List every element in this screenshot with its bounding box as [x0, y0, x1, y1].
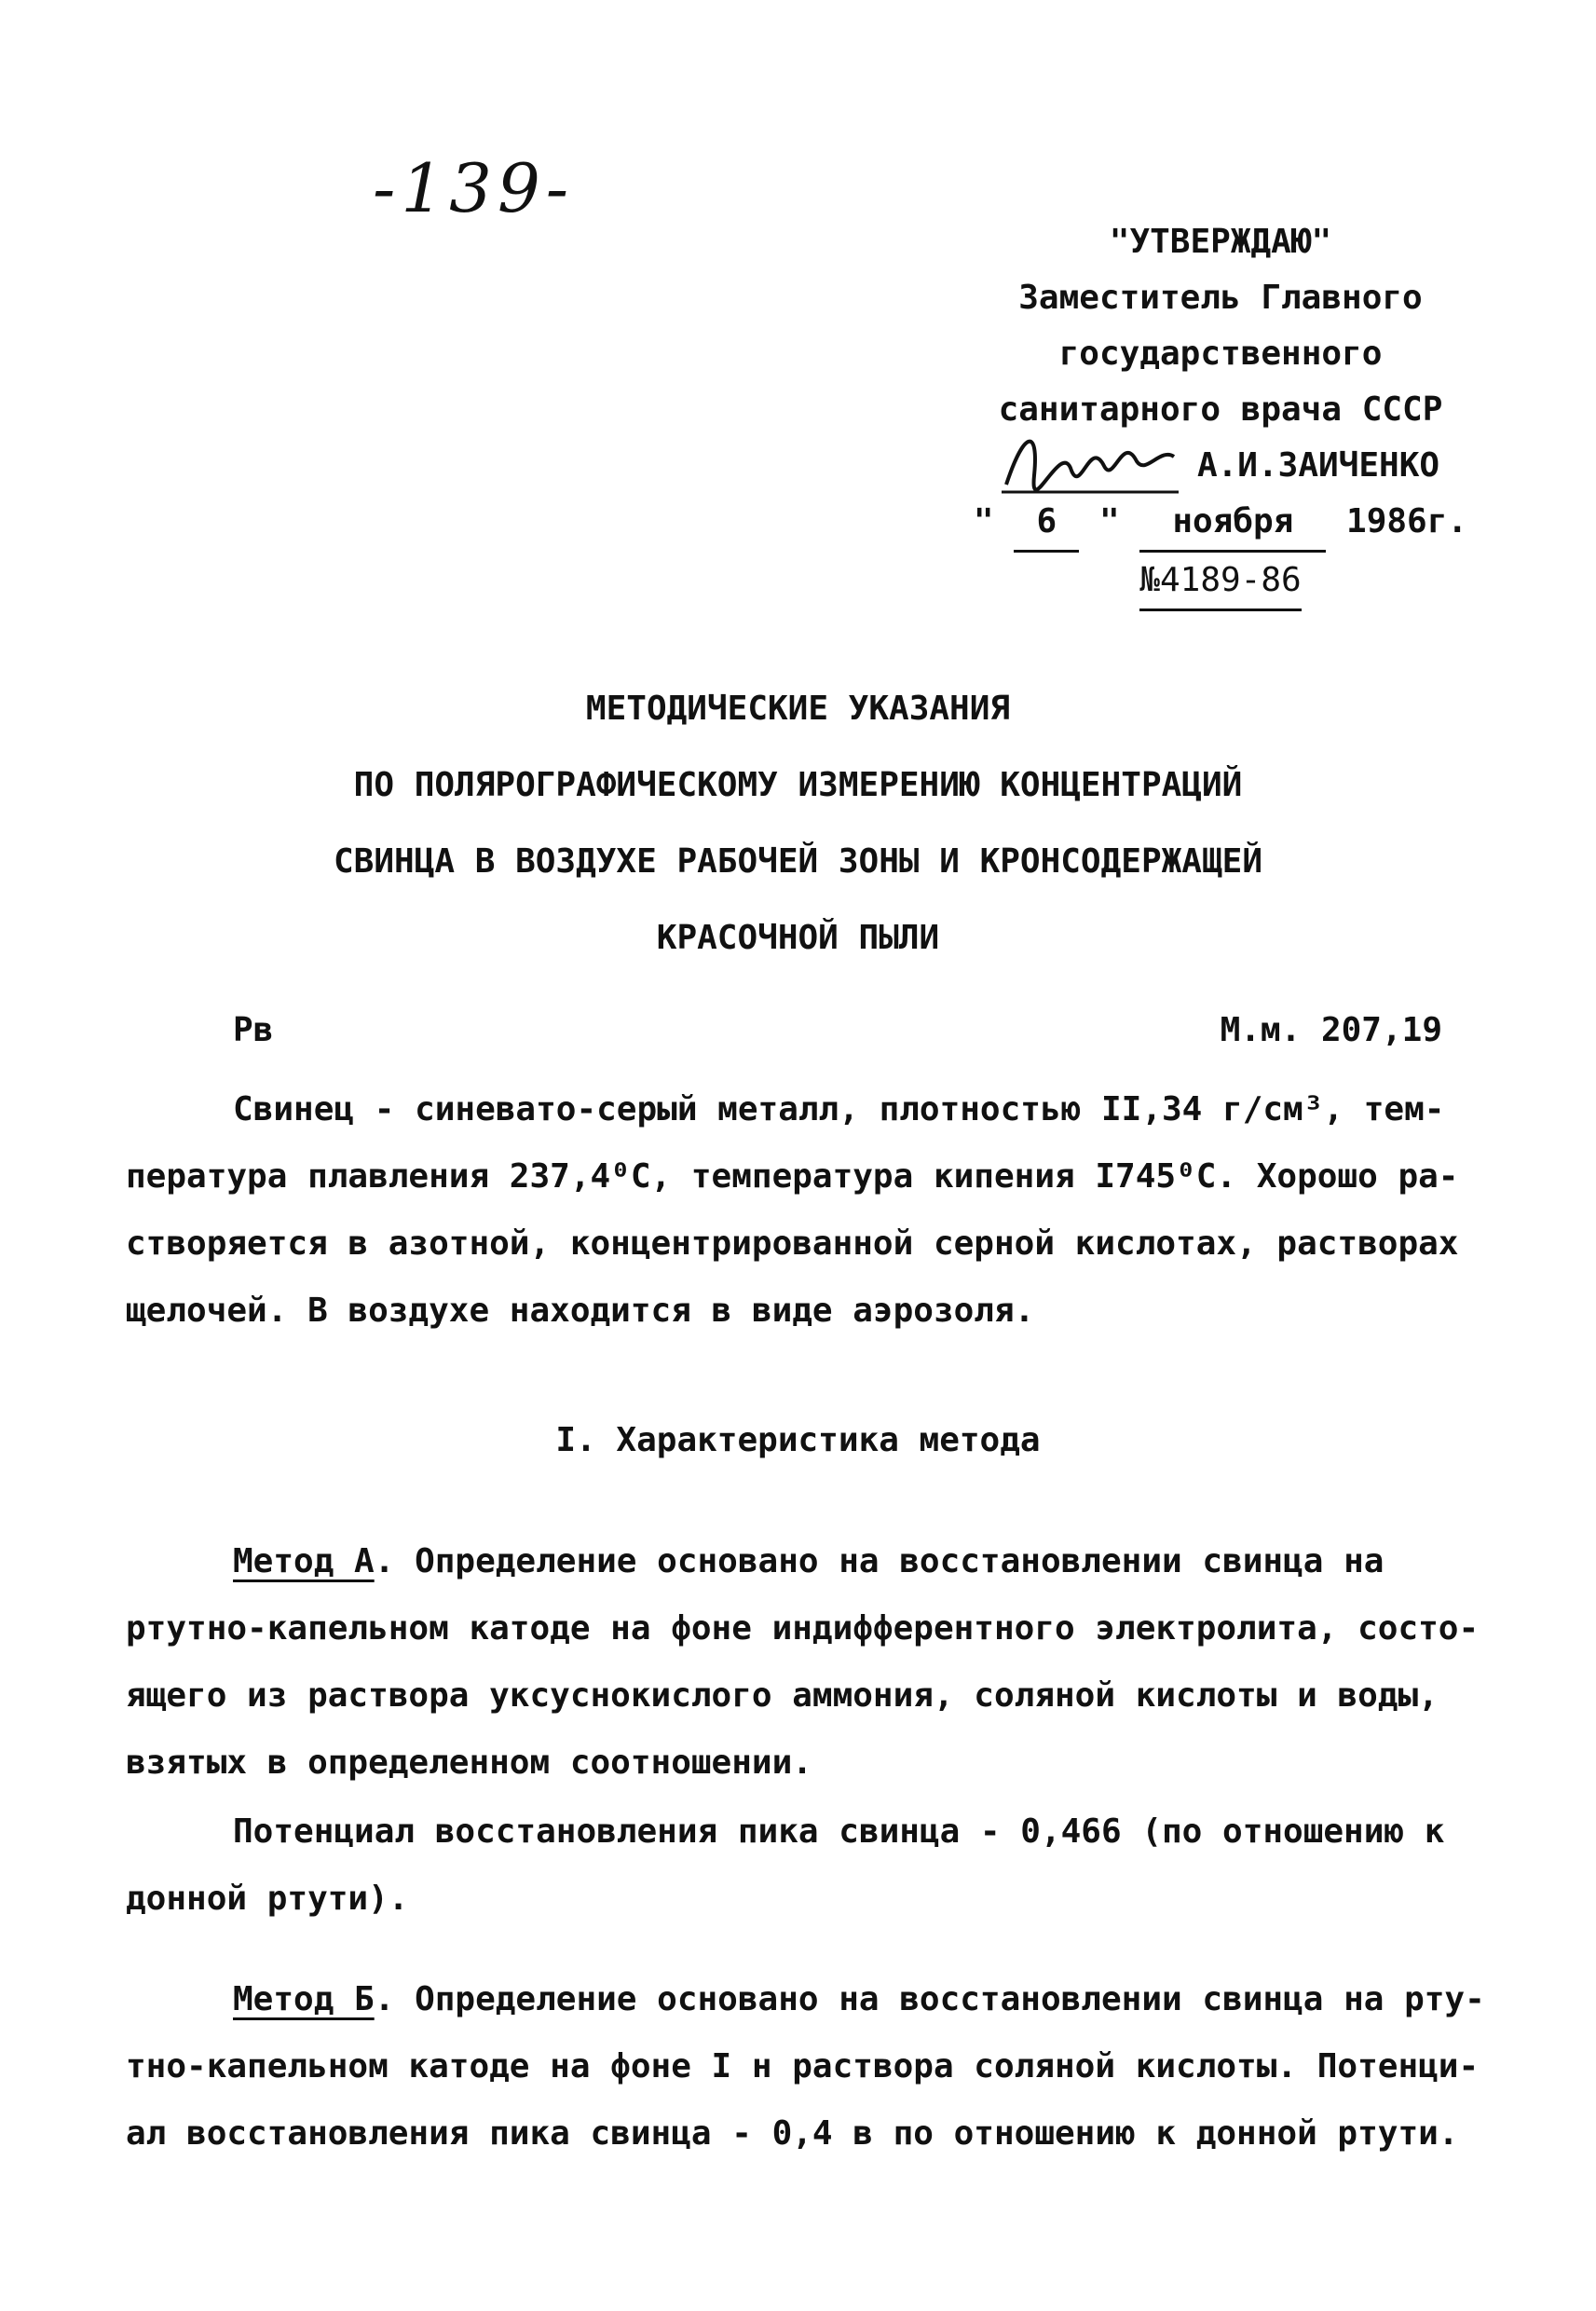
approval-stamp: "УТВЕРЖДАЮ" — [1109, 223, 1332, 261]
method-a-text: . Определение основано на восстановлении свинца на — [374, 1542, 1385, 1580]
method-a-label: Метод А — [233, 1542, 375, 1580]
approval-line-1: Заместитель Главного — [1018, 279, 1423, 317]
molecular-mass: М.м. 207,19 — [1220, 1011, 1442, 1049]
signature-line — [960, 438, 1481, 494]
approval-line-3: санитарного врача СССР — [998, 390, 1443, 429]
date-day: 6 — [1014, 494, 1079, 553]
date-year: 1986г. — [1346, 502, 1468, 540]
document-title — [0, 671, 1596, 977]
method-b-line: ал восстановления пика свинца - 0,4 в по отношению к донной ртути. — [126, 2114, 1459, 2153]
description-line: Свинец - синевато-серый металл, плотностью II,34 г/см³, тем- — [233, 1090, 1445, 1128]
approval-date: " 6 " ноября 1986г. — [960, 494, 1481, 553]
title-line-3: СВИНЦА В ВОЗДУХЕ РАБОЧЕЙ ЗОНЫ И КРОНСОДЕРЖАЩЕЙ — [334, 842, 1262, 881]
approval-line-2: государственного — [1058, 335, 1383, 373]
potential-paragraph — [126, 1798, 1467, 1933]
method-a-paragraph — [126, 1528, 1480, 1797]
page-number: -139- — [373, 149, 575, 227]
method-a-line: взятых в определенном соотношении. — [126, 1744, 812, 1782]
title-line-4: КРАСОЧНОЙ ПЫЛИ — [656, 919, 940, 957]
handwritten-signature — [997, 419, 1183, 503]
chemical-formula: Pв — [233, 1011, 274, 1049]
approval-block — [960, 214, 1481, 611]
potential-line: Потенциал восстановления пика свинца - 0,466 (по отношению к — [233, 1812, 1445, 1851]
title-line-1: МЕТОДИЧЕСКИЕ УКАЗАНИЯ — [585, 690, 1011, 728]
description-line: пература плавления 237,4⁰С, температура кипения I745⁰С. Хорошо ра- — [126, 1157, 1459, 1196]
description-paragraph — [126, 1076, 1467, 1345]
potential-line: донной ртути). — [126, 1880, 409, 1918]
description-line: щелочей. В воздухе находится в виде аэрозоля. — [126, 1292, 1035, 1330]
date-month: ноября — [1139, 494, 1326, 553]
method-b-label: Метод Б — [233, 1980, 375, 2018]
method-b-line: тно-капельном катоде на фоне I н раствора соляной кислоты. Потенци- — [126, 2047, 1480, 2085]
method-a-line: ящего из раствора уксуснокислого аммония, соляной кислоты и воды, — [126, 1676, 1439, 1715]
method-b-text: . Определение основано на восстановлении свинца на рту- — [374, 1980, 1485, 2018]
title-line-2: ПО ПОЛЯРОГРАФИЧЕСКОМУ ИЗМЕРЕНИЮ КОНЦЕНТРАЦИЙ — [353, 766, 1243, 804]
description-line: створяется в азотной, концентрированной серной кислотах, растворах — [126, 1224, 1459, 1263]
method-a-line: ртутно-капельном катоде на фоне индифферентного электролита, состо- — [126, 1609, 1480, 1648]
method-b-paragraph — [126, 1966, 1485, 2167]
official-name: А.И.ЗАИЧЕНКО — [1196, 446, 1440, 485]
registration-number: №4189-86 — [1139, 553, 1301, 611]
section-heading: I. Характеристика метода — [555, 1421, 1041, 1459]
